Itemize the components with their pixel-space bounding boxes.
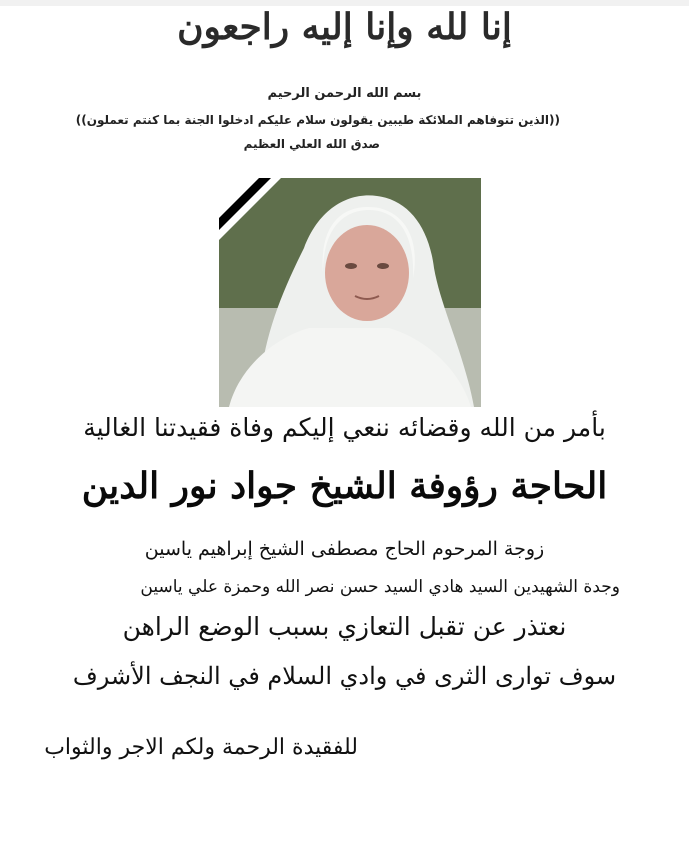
deceased-photo xyxy=(219,178,481,407)
sadaq-text: صدق الله العلي العظيم xyxy=(243,137,380,151)
wife-of-line: زوجة المرحوم الحاج مصطفى الشيخ إبراهيم ياسين xyxy=(144,538,545,560)
basmala-text: بسم الله الرحمن الرحيم xyxy=(267,86,422,101)
right-eye xyxy=(377,263,389,269)
condolence-apology: نعتذر عن تقبل التعازي بسبب الوضع الراهن xyxy=(122,612,567,641)
burial-line: سوف توارى الثرى في وادي السلام في النجف الأشرف xyxy=(72,662,617,690)
deceased-name: الحاجة رؤوفة الشيخ جواد نور الدين xyxy=(81,465,608,507)
announcement-line: بأمر من الله وقضائه ننعي إليكم وفاة فقيدتنا الغالية xyxy=(83,413,606,442)
left-eye xyxy=(345,263,357,269)
quran-verse: ((الذين تتوفاهم الملائكة طيبين يقولون سلام عليكم ادخلوا الجنة بما كنتم تعملون)) xyxy=(75,113,560,127)
mercy-line: للفقيدة الرحمة ولكم الاجر والثواب xyxy=(44,735,358,760)
calligraphy-title: إنا لله وإنا إليه راجعون xyxy=(177,6,512,48)
portrait-illustration xyxy=(219,178,481,407)
face xyxy=(325,225,409,321)
grandmother-of-line: وجدة الشهيدين السيد هادي السيد حسن نصر الله وحمزة علي ياسين xyxy=(140,577,620,597)
